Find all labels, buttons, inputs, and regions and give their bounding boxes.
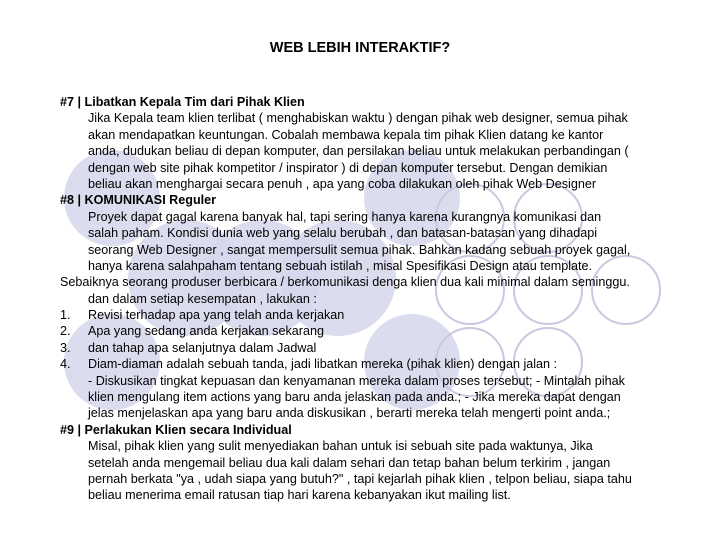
line-text: beliau menerima email ratusan tiap hari karena kebanyakan ikut mailing list. [88, 488, 511, 503]
line-text: #9 | Perlakukan Klien secara Individual [60, 422, 292, 437]
body-text-line [60, 405, 700, 421]
line-text: anda, dudukan beliau di depan komputer, dan persilakan beliau untuk melakukan perbandingan ( [88, 144, 629, 159]
item-number: 1. [60, 308, 71, 323]
section-heading [60, 422, 700, 438]
line-text: Misal, pihak klien yang sulit menyediakan bahan untuk isi sebuah site pada waktunya, Jika [88, 439, 593, 454]
line-text: jelas menjelaskan apa yang baru anda diskusikan , berarti mereka telah mengerti point anda.; [88, 406, 611, 421]
line-text: dan tahap apa selanjutnya dalam Jadwal [88, 340, 317, 355]
line-text: klien mengulang item actions yang baru anda jelaskan pada anda.; - Jika mereka dapat dengan [88, 390, 621, 405]
line-text: hanya karena salahpaham tentang sebuah istilah , misal Spesifikasi Design atau template. [88, 258, 593, 273]
body-text-line [60, 291, 700, 307]
body-text-line [60, 160, 700, 176]
line-text: dengan web site pihak kompetitor / inspirator ) di depan komputer tersebut. Dengan demikian [88, 160, 608, 175]
body-text-line [60, 389, 700, 405]
line-text: setelah anda mengemail beliau dua kali dalam sehari dan tetap bahan belum terkirim , jangan [88, 455, 611, 470]
body-text-line [60, 143, 700, 159]
body-text-line [60, 274, 700, 290]
body-text-line [60, 487, 700, 503]
body-text-line [60, 373, 700, 389]
section-heading [60, 192, 700, 208]
body-text-line [60, 176, 700, 192]
slide-body [60, 94, 700, 504]
item-number: 4. [60, 357, 71, 372]
line-text: pernah berkata "ya , udah siapa yang butuh?" , tapi kejarlah pihak klien , telpon beliau, siapa tahu [88, 471, 632, 486]
line-text: Revisi terhadap apa yang telah anda kerjakan [88, 308, 345, 323]
body-text-line [60, 471, 700, 487]
item-number: 2. [60, 324, 71, 339]
body-text-line [60, 258, 700, 274]
body-text-line [60, 455, 700, 471]
line-text: #8 | KOMUNIKASI Reguler [60, 193, 217, 208]
line-text: Jika Kepala team klien terlibat ( menghabiskan waktu ) dengan pihak web designer, semua pihak [88, 111, 628, 126]
numbered-item [60, 307, 700, 323]
numbered-item [60, 340, 700, 356]
line-text: Diam-diaman adalah sebuah tanda, jadi libatkan mereka (pihak klien) dengan jalan : [88, 357, 558, 372]
body-text-line [60, 242, 700, 258]
item-number: 3. [60, 340, 71, 355]
body-text-line [60, 110, 700, 126]
line-text: salah paham. Kondisi dunia web yang selalu berubah , dan batasan-batasan yang dihadapi [88, 226, 598, 241]
line-text: Apa yang sedang anda kerjakan sekarang [88, 324, 324, 339]
slide-title: WEB LEBIH INTERAKTIF? [269, 40, 451, 56]
line-text: Sebaiknya seorang produser berbicara / berkomunikasi denga klien dua kali minimal dalam seminggu. [60, 275, 630, 290]
line-text: - Diskusikan tingkat kepuasan dan kenyamanan mereka dalam proses tersebut; - Mintalah pihak [88, 373, 625, 388]
section-heading [60, 94, 700, 110]
line-text: dan dalam setiap kesempatan , lakukan : [88, 291, 317, 306]
numbered-item [60, 356, 700, 372]
body-text-line [60, 438, 700, 454]
numbered-item [60, 323, 700, 339]
line-text: seorang Web Designer , sangat mempersulit semua pihak. Bahkan kadang sebuah proyek gagal, [88, 242, 631, 257]
line-text: Proyek dapat gagal karena banyak hal, tapi sering hanya karena kurangnya komunikasi dan [88, 209, 602, 224]
line-text: beliau akan menghargai secara penuh , apa yang coba dilakukan oleh pihak Web Designer [88, 176, 597, 191]
body-text-line [60, 209, 700, 225]
line-text: akan mendapatkan keuntungan. Cobalah membawa kepala tim pihak Klien datang ke kantor [88, 127, 604, 142]
line-text: #7 | Libatkan Kepala Tim dari Pihak Klien [60, 95, 305, 109]
body-text-line [60, 225, 700, 241]
body-text-line [60, 127, 700, 143]
